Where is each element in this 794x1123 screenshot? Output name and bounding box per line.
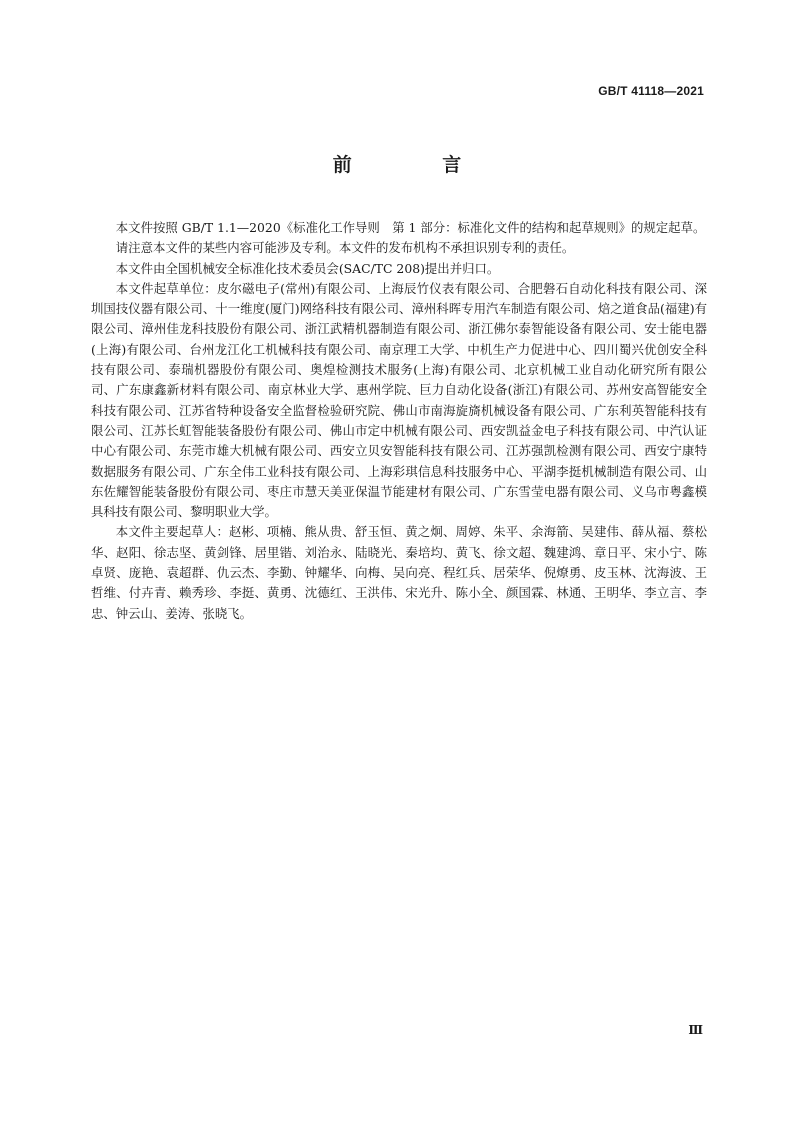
paragraph-patent-notice: 请注意本文件的某些内容可能涉及专利。本文件的发布机构不承担识别专利的责任。 <box>115 240 575 256</box>
preface-body <box>91 218 707 624</box>
paragraph-drafters: 本文件主要起草人：赵彬、项楠、熊从贵、舒玉恒、黄之炯、周婷、朱平、余海箭、吴建伟、薛从福、蔡松华、赵阳、徐志坚、黄剑锋、居里锴、刘治永、陆晓光、秦培均、黄飞、徐文超、魏建鸿、章日平、宋小宁、陈卓贤、庞艳、袁超群、仇云杰、李勤、钟耀华、向梅、吴向亮、程红兵、居荣华、倪燎勇、皮玉林、沈海波、王哲维、付卉青、赖秀珍、李挺、黄勇、沈德红、王洪伟、宋光升、陈小全、颜国霖、林通、王明华、李立言、李忠、钟云山、姜涛、张晓飞。 <box>91 524 707 621</box>
paragraph-proposer: 本文件由全国机械安全标准化技术委员会(SAC/TC 208)提出并归口。 <box>115 260 500 276</box>
paragraph-drafting-rules: 本文件按照 GB/T 1.1—2020《标准化工作导则 第 1 部分：标准化文件的结构和起草规则》的规定起草。 <box>115 220 706 235</box>
standard-code: GB/T 41118—2021 <box>598 84 704 98</box>
paragraph-drafting-units: 本文件起草单位：皮尔磁电子(常州)有限公司、上海辰竹仪表有限公司、合肥磐石自动化科技有限公司、深圳国技仪器有限公司、十一维度(厦门)网络科技有限公司、漳州科晖专用汽车制造有限公司、焙之道食品(福建)有限公司、漳州佳龙科技股份有限公司、浙江武精机器制造有限公司、浙江佛尔泰智能设备有限公司、安士能电器(上海)有限公司、台州龙江化工机械科技有限公司、南京理工大学、中机生产力促进中心、四川蜀兴优创安全科技有限公司、泰瑞机器股份有限公司、奥煌检测技术服务(上海)有限公司、北京机械工业自动化研究所有限公司、广东康鑫新材料有限公司、南京林业大学、惠州学院、巨力自动化设备(浙江)有限公司、苏州安高智能安全科技有限公司、江苏省特种设备安全监督检验研究院、佛山市南海旋旖机械设备有限公司、广东利英智能科技有限公司、江苏长虹智能装备股份有限公司、佛山市定中机械有限公司、西安凯益金电子科技有限公司、中汽认证中心有限公司、东莞市雄大机械有限公司、西安立贝安智能科技有限公司、江苏强凯检测有限公司、西安宁康特数据服务有限公司、广东全伟工业科技有限公司、上海彩琪信息科技服务中心、平湖李挺机械制造有限公司、山东佐耀智能装备股份有限公司、枣庄市慧天美亚保温节能建材有限公司、广东雪莹电器有限公司、义乌市粤鑫模具科技有限公司、黎明职业大学。 <box>91 280 707 520</box>
page-number: Ⅲ <box>688 1023 703 1037</box>
page-title: 前 言 <box>332 154 504 176</box>
